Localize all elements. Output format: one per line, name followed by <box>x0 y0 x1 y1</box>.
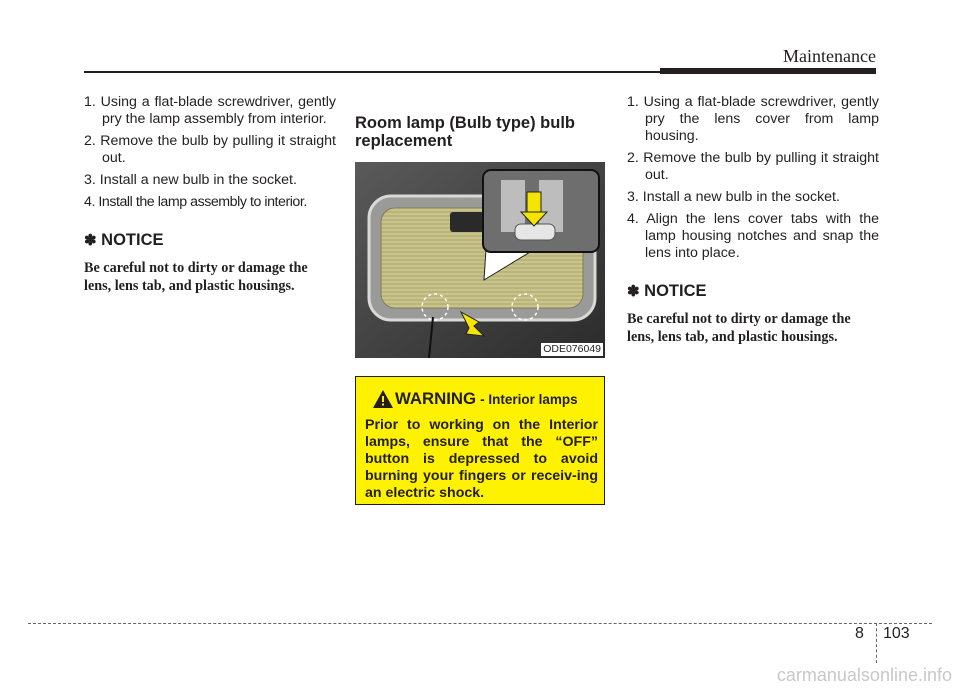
warning-title: WARNING <box>395 389 477 408</box>
warning-subtitle: - Interior lamps <box>480 391 578 407</box>
warning-heading <box>365 389 598 409</box>
right-notice-heading <box>627 282 879 301</box>
right-step-2: 2. Remove the bulb by pulling it straight out. <box>627 150 879 183</box>
right-column <box>627 94 879 346</box>
right-step-4: 4. Align the lens cover tabs with the lamp housing notches and snap the lens into place. <box>627 211 879 261</box>
page-number: 103 <box>883 625 910 642</box>
header-rule <box>84 71 660 73</box>
right-steps <box>627 94 879 262</box>
right-notice-text: Be careful not to dirty or damage the lens, lens tab, and plastic housings. <box>627 311 851 345</box>
room-lamp-photo <box>355 162 605 358</box>
warning-triangle-icon <box>373 390 393 408</box>
left-step-2: 2. Remove the bulb by pulling it straight out. <box>84 133 336 166</box>
left-column <box>84 94 336 295</box>
left-step-4: 4. Install the lamp assembly to interior. <box>84 194 307 210</box>
header-rule-accent <box>660 68 876 74</box>
left-step-3: 3. Install a new bulb in the socket. <box>84 172 297 188</box>
right-step-3: 3. Install a new bulb in the socket. <box>627 189 840 205</box>
notice-star-icon: ✽ <box>84 232 97 249</box>
running-header: Maintenance <box>783 46 876 66</box>
room-lamp-illustration <box>355 162 605 358</box>
section-title: Room lamp (Bulb type) bulb replacement <box>355 114 575 150</box>
right-step-1: 1. Using a flat-blade screwdriver, gently pry the lens cover from lamp housing. <box>627 94 879 144</box>
footer-rule <box>28 623 932 624</box>
left-notice-heading <box>84 231 336 250</box>
left-notice-title: NOTICE <box>101 231 164 249</box>
middle-column <box>355 94 607 505</box>
right-notice-title: NOTICE <box>644 282 707 300</box>
watermark: carmanualsonline.info <box>776 665 952 685</box>
left-notice-text: Be careful not to dirty or damage the lens, lens tab, and plastic housings. <box>84 260 308 294</box>
warning-box <box>355 376 605 505</box>
footer-divider <box>876 623 877 663</box>
left-step-1: 1. Using a flat-blade screwdriver, gently pry the lamp assembly from interior. <box>84 94 336 127</box>
warning-text: Prior to working on the Interior lamps, ensure that the “OFF” button is depressed to avoid burning your fingers or receiv-ing an electric shock. <box>365 417 598 501</box>
image-code: ODE076049 <box>543 343 601 355</box>
section-number: 8 <box>855 625 864 642</box>
notice-star-icon: ✽ <box>627 283 640 300</box>
left-steps <box>84 94 336 211</box>
